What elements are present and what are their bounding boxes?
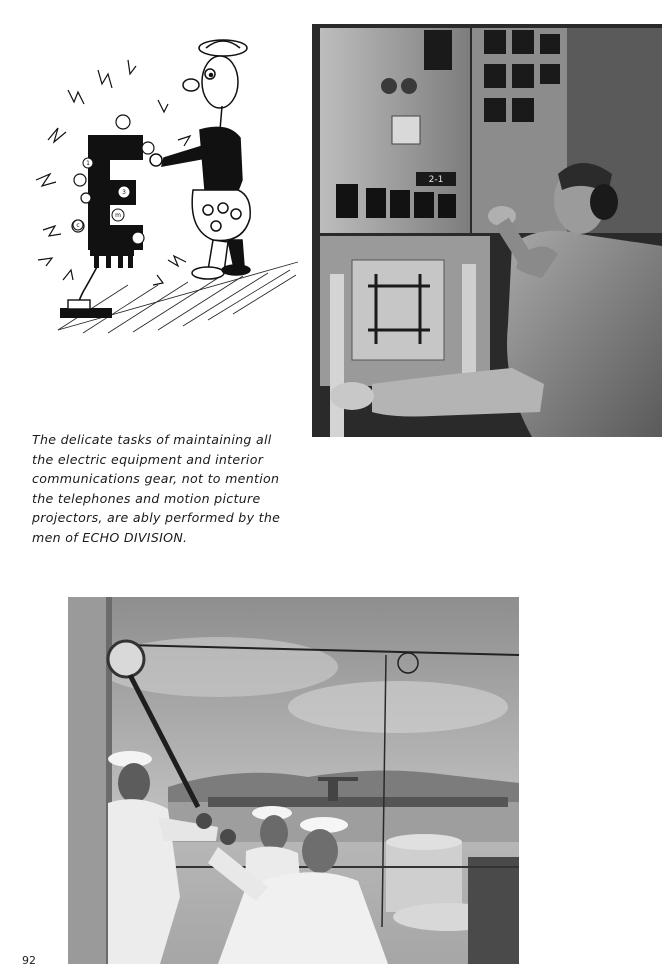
echo-division-cartoon xyxy=(28,30,298,340)
cartoon-circle-label: 3 xyxy=(122,189,126,196)
sailors-deck-photo xyxy=(68,597,519,964)
page-number: 92 xyxy=(22,954,36,967)
control-panel-photo xyxy=(312,24,662,437)
cartoon-circle-label: m xyxy=(115,212,121,219)
cartoon-circle-label: 1 xyxy=(86,160,90,167)
caption-text: The delicate tasks of maintaining all the electric equipment and interior communications gear, not to mention the telephones and motion picture projectors, are ably performed by the men of ECHO DIVISION. xyxy=(32,432,281,545)
panel-label: 2-1 xyxy=(428,175,444,185)
cartoon-circle-label: c xyxy=(76,222,80,229)
